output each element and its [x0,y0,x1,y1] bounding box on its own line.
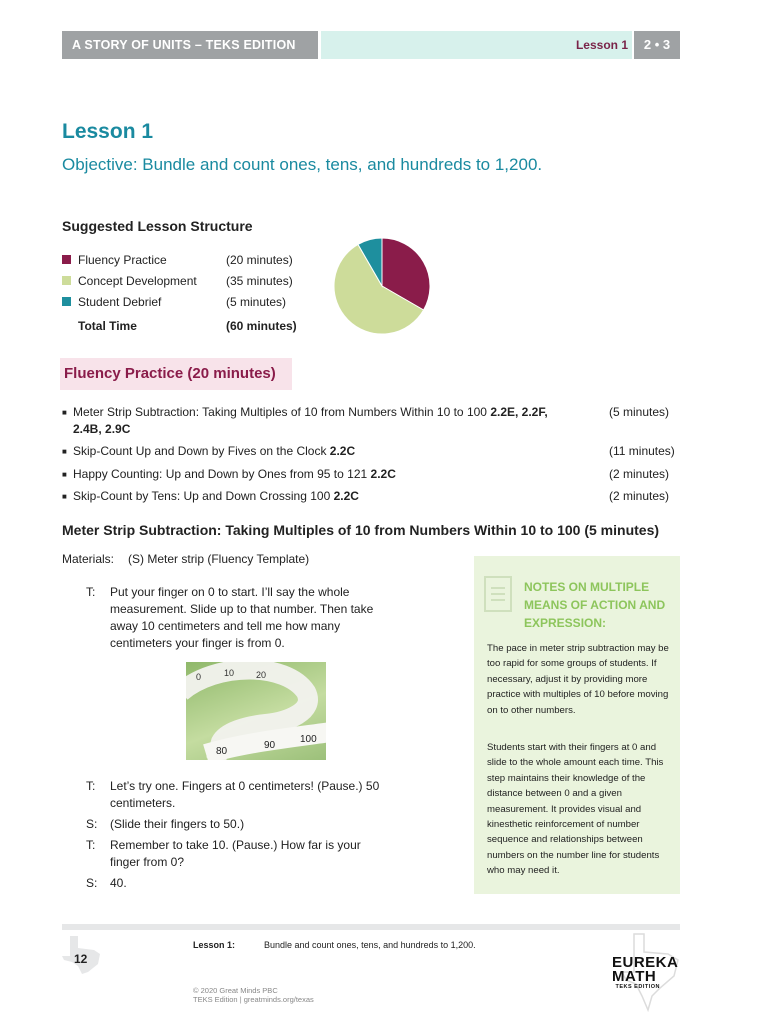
header-lesson-label: Lesson 1 [575,38,628,52]
activity-time: (11 minutes) [609,444,675,458]
legend-label: Fluency Practice [78,253,167,267]
eureka-math-logo: EUREKA MATH TEKS EDITION [612,954,679,990]
activity-item: ■ Skip-Count by Tens: Up and Down Crossing 100 2.2C [62,489,359,503]
dialogue-line: T: Remember to take 10. (Pause.) How far is your finger from 0? [86,838,361,869]
page-number: 12 [74,952,88,966]
activity-time: (2 minutes) [609,489,670,503]
tape-label: 0 [196,672,202,682]
footer-url: TEKS Edition | greatminds.org/texas [193,995,314,1004]
activity-item: ■ Skip-Count Up and Down by Fives on the Clock 2.2C [62,444,356,458]
tape-label: 20 [256,670,267,680]
total-time-label: Total Time [78,319,137,333]
structure-heading: Suggested Lesson Structure [62,218,253,234]
objective: Objective: Bundle and count ones, tens, and hundreds to 1,200. [62,155,543,174]
dialogue-line: S: (Slide their fingers to 50.) [86,817,245,831]
legend-item-debrief [62,294,161,310]
materials: Materials: (S) Meter strip (Fluency Template) [62,552,310,566]
series-banner: A STORY OF UNITS – TEKS EDITION [62,31,318,59]
legend-item-concept [62,273,197,289]
bullet-icon: ■ [62,447,67,456]
fluency-practice-banner: Fluency Practice (20 minutes) [60,358,292,390]
document-icon [484,576,512,612]
copyright: © 2020 Great Minds PBC [193,986,278,995]
dialogue-line: T: Put your finger on 0 to start. I’ll say the whole measurement. Slide up to that number. Then take away 10 centimeters and tell me how many centimeters your finger is from 0. [86,585,374,650]
total-time-value: (60 minutes) [226,319,297,333]
activity-time: (5 minutes) [609,405,670,419]
legend-time: (5 minutes) [226,295,287,309]
dialogue-line: S: 40. [86,876,127,890]
legend-item-fluency [62,252,167,268]
activity-time: (2 minutes) [609,467,670,481]
lesson-structure-pie [332,236,432,336]
legend-swatch-debrief [62,297,71,306]
module-badge: 2 • 3 [634,31,680,59]
legend-label: Concept Development [78,274,197,288]
lesson-title: Lesson 1 [62,120,154,143]
tape-label: 10 [224,668,235,678]
notes-title: NOTES ON MULTIPLE MEANS OF ACTION AND EXPRESSION: [524,580,666,630]
legend-label: Student Debrief [78,295,162,309]
legend-swatch-concept [62,276,71,285]
footer-rule [62,924,680,930]
dialogue-line: T: Let’s try one. Fingers at 0 centimeters! (Pause.) 50 centimeters. [86,779,380,810]
meter-strip-photo [186,662,326,760]
legend-time: (20 minutes) [226,253,293,267]
bullet-icon: ■ [62,408,67,417]
footer-lesson-description: Bundle and count ones, tens, and hundreds to 1,200. [264,940,476,950]
bullet-icon: ■ [62,470,67,479]
section-heading: Meter Strip Subtraction: Taking Multiples of 10 from Numbers Within 10 to 100 (5 minutes) [62,522,660,538]
activity-item: ■ Happy Counting: Up and Down by Ones from 95 to 121 2.2C [62,467,396,481]
notes-paragraph: The pace in meter strip subtraction may be too rapid for some groups of students. If necessary, adjust it by providing more practice with multiples of 10 before moving on to other numbers. [487,643,669,716]
activity-item: ■ Meter Strip Subtraction: Taking Multiples of 10 from Numbers Within 10 to 100 2.2E, 2.2F, 2.4B, 2.9C [62,405,548,436]
tape-label: 90 [264,740,276,751]
notes-paragraph: Students start with their fingers at 0 and slide to the whole amount each time. This step maintains their knowledge of the distance between 0 and a given measurement. It provides visual and kinesthetic reinforcement of number sequence and relationships between numbers on the number line for students who may need it. [487,742,664,877]
legend-time: (35 minutes) [226,274,293,288]
bullet-icon: ■ [62,492,67,501]
tape-label: 80 [216,746,228,757]
footer-lesson-label: Lesson 1: [193,940,236,950]
tape-label: 100 [300,734,317,745]
legend-swatch-fluency [62,255,71,264]
